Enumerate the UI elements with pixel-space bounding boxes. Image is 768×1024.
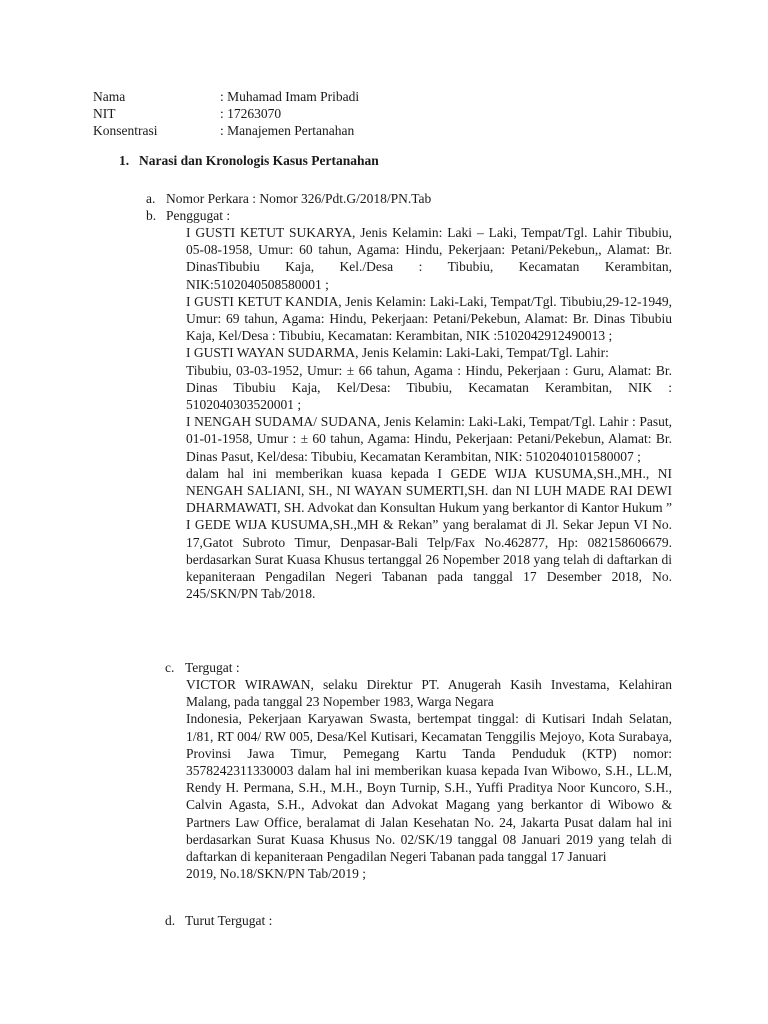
- item-a-nomor-perkara: [146, 190, 431, 207]
- item-text: Tergugat :: [185, 660, 240, 675]
- item-b-penggugat: [146, 207, 230, 224]
- tergugat-paragraph: VICTOR WIRAWAN, selaku Direktur PT. Anugerah Kasih Investama, Kelahiran Malang, pada tanggal 23 Nopember 1983, Warga Negara: [186, 677, 672, 710]
- item-d-turut-tergugat: [165, 912, 272, 929]
- tergugat-block: [186, 676, 672, 882]
- student-info: [93, 88, 359, 139]
- section-heading: [119, 153, 379, 169]
- penggugat-paragraph: I GUSTI KETUT SUKARYA, Jenis Kelamin: Laki – Laki, Tempat/Tgl. Lahir Tibubiu, 05-08-1958, Umur: 60 tahun, Agama: Hindu, Pekerjaan: Petani/Pekebun,, Alamat: Br. DinasTibubiu Kaja, Kel./Desa : Tibubiu, Kecamatan Kerambitan, NIK:5102040508580001 ;: [186, 225, 672, 292]
- info-label: NIT: [93, 106, 116, 121]
- info-row-nit: [93, 105, 359, 122]
- item-letter: c.: [165, 660, 175, 675]
- item-c-tergugat: [165, 659, 240, 676]
- penggugat-paragraph: dalam hal ini memberikan kuasa kepada I GEDE WIJA KUSUMA,SH.,MH., NI NENGAH SALIANI, SH., NI WAYAN SUMERTI,SH. dan NI LUH MADE RAI DEWI DHARMAWATI, SH. Advokat dan Konsultan Hukum yang berkantor di Kantor Hukum ” I GEDE WIJA KUSUMA,SH.,MH & Rekan” yang beralamat di Jl. Sekar Jepun VI No. 17,Gatot Subroto Timur, Denpasar-Bali Telp/Fax No.462877, Hp: 082158606679. berdasarkan Surat Kuasa Khusus tertanggal 26 Nopember 2018 yang telah di daftarkan di kepaniteraan Pengadilan Negeri Tabanan pada tanggal 17 Desember 2018, No. 245/SKN/PN Tab/2018.: [186, 465, 672, 602]
- penggugat-paragraph: I GUSTI KETUT KANDIA, Jenis Kelamin: Laki-Laki, Tempat/Tgl. Tibubiu,29-12-1949, Umur: 69 tahun, Agama: Hindu, Pekerjaan: Petani/Pekebun, Alamat: Br. Dinas Tibubiu Kaja, Kel/Desa : Tibubiu, Kecamatan: Kerambitan, NIK :5102042912490013 ;: [186, 293, 672, 344]
- section-number: 1.: [119, 153, 130, 168]
- item-letter: b.: [146, 208, 157, 223]
- penggugat-block: [186, 224, 672, 602]
- info-value: : Manajemen Pertanahan: [220, 123, 355, 138]
- penggugat-paragraph: Tibubiu, 03-03-1952, Umur: ± 66 tahun, Agama : Hindu, Pekerjaan : Guru, Alamat: Br. Dinas Tibubiu Kaja, Kel/Desa: Tibubiu, Kecamatan Kerambitan, NIK : 5102040303520001 ;: [186, 362, 672, 413]
- item-text: Penggugat :: [166, 208, 231, 223]
- penggugat-paragraph: I GUSTI WAYAN SUDARMA, Jenis Kelamin: Laki-Laki, Tempat/Tgl. Lahir:: [186, 345, 609, 361]
- info-label: Konsentrasi: [93, 123, 158, 138]
- item-text: Nomor Perkara : Nomor 326/Pdt.G/2018/PN.Tab: [166, 191, 432, 206]
- tergugat-paragraph: 2019, No.18/SKN/PN Tab/2019 ;: [186, 866, 366, 882]
- item-letter: d.: [165, 913, 176, 928]
- section-title: Narasi dan Kronologis Kasus Pertanahan: [139, 153, 379, 168]
- info-row-konsentrasi: [93, 122, 359, 139]
- info-label: Nama: [93, 89, 126, 104]
- item-letter: a.: [146, 191, 156, 206]
- penggugat-paragraph: I NENGAH SUDAMA/ SUDANA, Jenis Kelamin: Laki-Laki, Tempat/Tgl. Lahir : Pasut, 01-01-1958, Umur : ± 60 tahun, Agama: Hindu, Pekerjaan: Petani/Pekebun, Alamat: Br. Dinas Pasut, Kel/desa: Tibubiu, Kecamatan Kerambitan, NIK: 5102040101580007 ;: [186, 414, 672, 464]
- item-text: Turut Tergugat :: [185, 913, 273, 928]
- info-value: : 17263070: [220, 106, 282, 121]
- info-row-nama: [93, 88, 359, 105]
- info-value: : Muhamad Imam Pribadi: [220, 89, 360, 104]
- tergugat-paragraph: Indonesia, Pekerjaan Karyawan Swasta, bertempat tinggal: di Kutisari Indah Selatan, 1/81, RT 004/ RW 005, Desa/Kel Kutisari, Kecamatan Tenggilis Mejoyo, Kota Surabaya, Provinsi Jawa Timur, Pemegang Kartu Tanda Penduduk (KTP) nomor: 3578242311330003 dalam hal ini memberikan kuasa kepada Ivan Wibowo, S.H., LL.M, Rendy H. Permana, S.H., M.H., Boyn Turnip, S.H., Yuffi Praditya Noor Kuncoro, S.H., Calvin Agasta, S.H., Advokat dan Advokat Magang yang berkantor di Wibowo & Partners Law Office, beralamat di Jalan Kesehatan No. 24, Jakarta Pusat dalam hal ini berdasarkan Surat Kuasa Khusus No. 02/SK/19 tanggal 08 Januari 2019 yang telah di daftarkan di kepaniteraan Pengadilan Negeri Tabanan pada tanggal 17 Januari: [186, 711, 672, 865]
